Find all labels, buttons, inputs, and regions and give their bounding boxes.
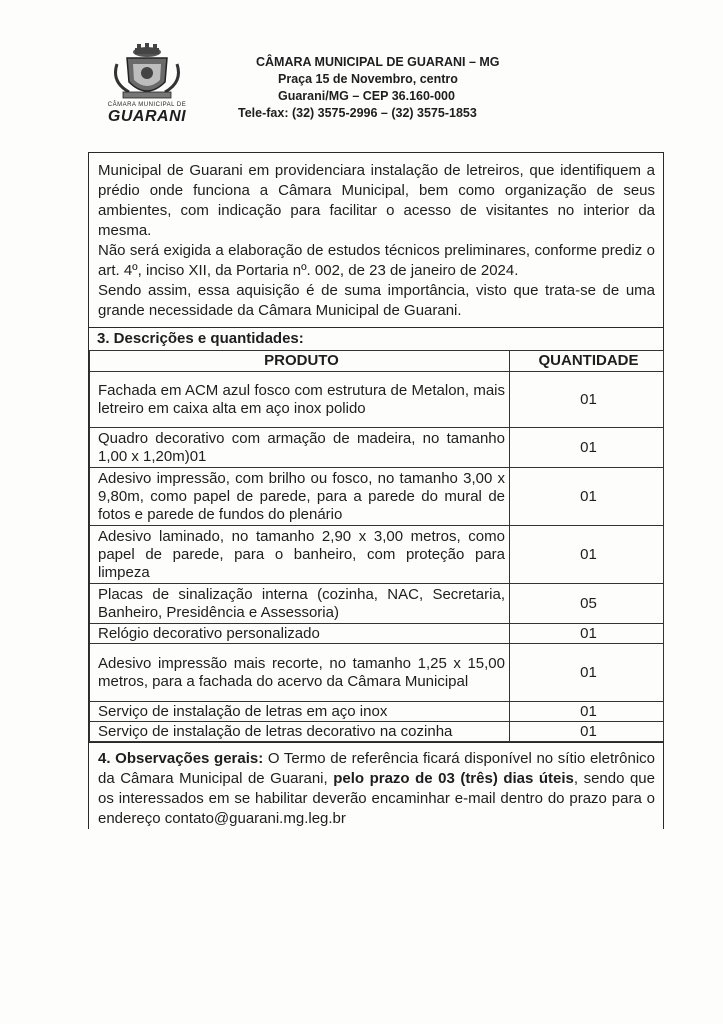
table-row bbox=[90, 372, 664, 428]
intro-paragraph-2 bbox=[98, 241, 655, 281]
product-cell: Quadro decorativo com armação de madeira, no tamanho 1,00 x 1,20m)01 bbox=[90, 428, 510, 468]
table-row bbox=[90, 624, 664, 644]
section-3-title: 3. Descrições e quantidades: bbox=[97, 330, 304, 347]
column-header-quantity: QUANTIDADE bbox=[510, 351, 664, 372]
logo-caption: CÂMARA MUNICIPAL DE bbox=[107, 102, 187, 108]
quantity-cell: 01 bbox=[510, 702, 664, 722]
table-header-row bbox=[90, 351, 664, 372]
intro-line: Sendo assim, essa aquisição é de suma importância, visto que trata-se de bbox=[98, 282, 620, 299]
table-row bbox=[90, 722, 664, 742]
products-table bbox=[89, 350, 664, 742]
quantity-cell: 01 bbox=[510, 428, 664, 468]
document-box bbox=[88, 152, 664, 829]
notes-text-1: O Termo de referência ficará disponível no sítio eletrônico da Câmara Municipal de Guarani, bbox=[98, 750, 656, 787]
section-4-title: 4. Observações gerais: bbox=[98, 750, 264, 767]
logo-name: GUARANI bbox=[107, 108, 187, 125]
product-cell: Relógio decorativo personalizado bbox=[90, 624, 510, 644]
address-street: Praça 15 de Novembro, centro bbox=[278, 72, 458, 86]
quantity-cell: 01 bbox=[510, 372, 664, 428]
intro-line: prediz o art. 4º, inciso XII, da Portaria nº. 002, de 23 de janeiro de 2024. bbox=[98, 242, 655, 279]
intro-section bbox=[89, 153, 663, 327]
intro-paragraph-3 bbox=[98, 281, 655, 321]
table-row bbox=[90, 702, 664, 722]
table-row bbox=[90, 644, 664, 702]
intro-line: identifiquem a prédio onde funciona a Câmara Municipal, bem como bbox=[98, 162, 655, 199]
table-row bbox=[90, 428, 664, 468]
intro-paragraph-1 bbox=[98, 161, 655, 241]
product-cell: Serviço de instalação de letras decorativo na cozinha bbox=[90, 722, 510, 742]
intro-line: organização de seus ambientes, com indicação para facilitar o acesso de bbox=[98, 182, 656, 219]
product-cell: Placas de sinalização interna (cozinha, NAC, Secretaria, Banheiro, Presidência e Assessoria) bbox=[90, 584, 510, 624]
institution-name: CÂMARA MUNICIPAL DE GUARANI – MG bbox=[256, 55, 500, 69]
table-row bbox=[90, 468, 664, 526]
municipal-logo bbox=[103, 42, 191, 124]
table-row bbox=[90, 584, 664, 624]
intro-line: Municipal de Guarani em providenciara instalação de letreiros, que bbox=[98, 162, 555, 179]
quantity-cell: 01 bbox=[510, 624, 664, 644]
table-row bbox=[90, 526, 664, 584]
product-cell: Adesivo impressão, com brilho ou fosco, no tamanho 3,00 x 9,80m, como papel de parede, para a parede do mural de fotos e parede de fundos do plenário bbox=[90, 468, 510, 526]
section-general-notes bbox=[89, 742, 663, 829]
quantity-cell: 01 bbox=[510, 722, 664, 742]
intro-line: uma grande necessidade da Câmara Municipal de Guarani. bbox=[98, 282, 655, 319]
intro-line: Não será exigida a elaboração de estudos técnicos preliminares, conforme bbox=[98, 242, 597, 259]
intro-line: visitantes no interior da mesma. bbox=[98, 202, 656, 239]
coat-of-arms-icon bbox=[103, 42, 191, 102]
column-header-product: PRODUTO bbox=[90, 351, 510, 372]
quantity-cell: 01 bbox=[510, 526, 664, 584]
product-cell: Adesivo laminado, no tamanho 2,90 x 3,00 metros, como papel de parede, para o banheiro, com proteção para limpeza bbox=[90, 526, 510, 584]
quantity-cell: 01 bbox=[510, 644, 664, 702]
quantity-cell: 05 bbox=[510, 584, 664, 624]
notes-deadline: pelo prazo de 03 (três) dias úteis bbox=[333, 770, 574, 787]
product-cell: Adesivo impressão mais recorte, no tamanho 1,25 x 15,00 metros, para a fachada do acervo da Câmara Municipal bbox=[90, 644, 510, 702]
product-cell: Serviço de instalação de letras em aço inox bbox=[90, 702, 510, 722]
quantity-cell: 01 bbox=[510, 468, 664, 526]
product-cell: Fachada em ACM azul fosco com estrutura de Metalon, mais letreiro em caixa alta em aço inox polido bbox=[90, 372, 510, 428]
section-descriptions bbox=[89, 327, 663, 742]
letterhead-text bbox=[230, 54, 540, 122]
address-city: Guarani/MG – CEP 36.160-000 bbox=[278, 89, 455, 103]
phone-numbers: Tele-fax: (32) 3575-2996 – (32) 3575-1853 bbox=[238, 106, 477, 120]
notes-text-2: , sendo que os interessados em se habilitar deverão encaminhar e-mail dentro do prazo para o endereço contato@guarani.mg.leg.br bbox=[98, 770, 655, 827]
letterhead bbox=[0, 0, 723, 140]
